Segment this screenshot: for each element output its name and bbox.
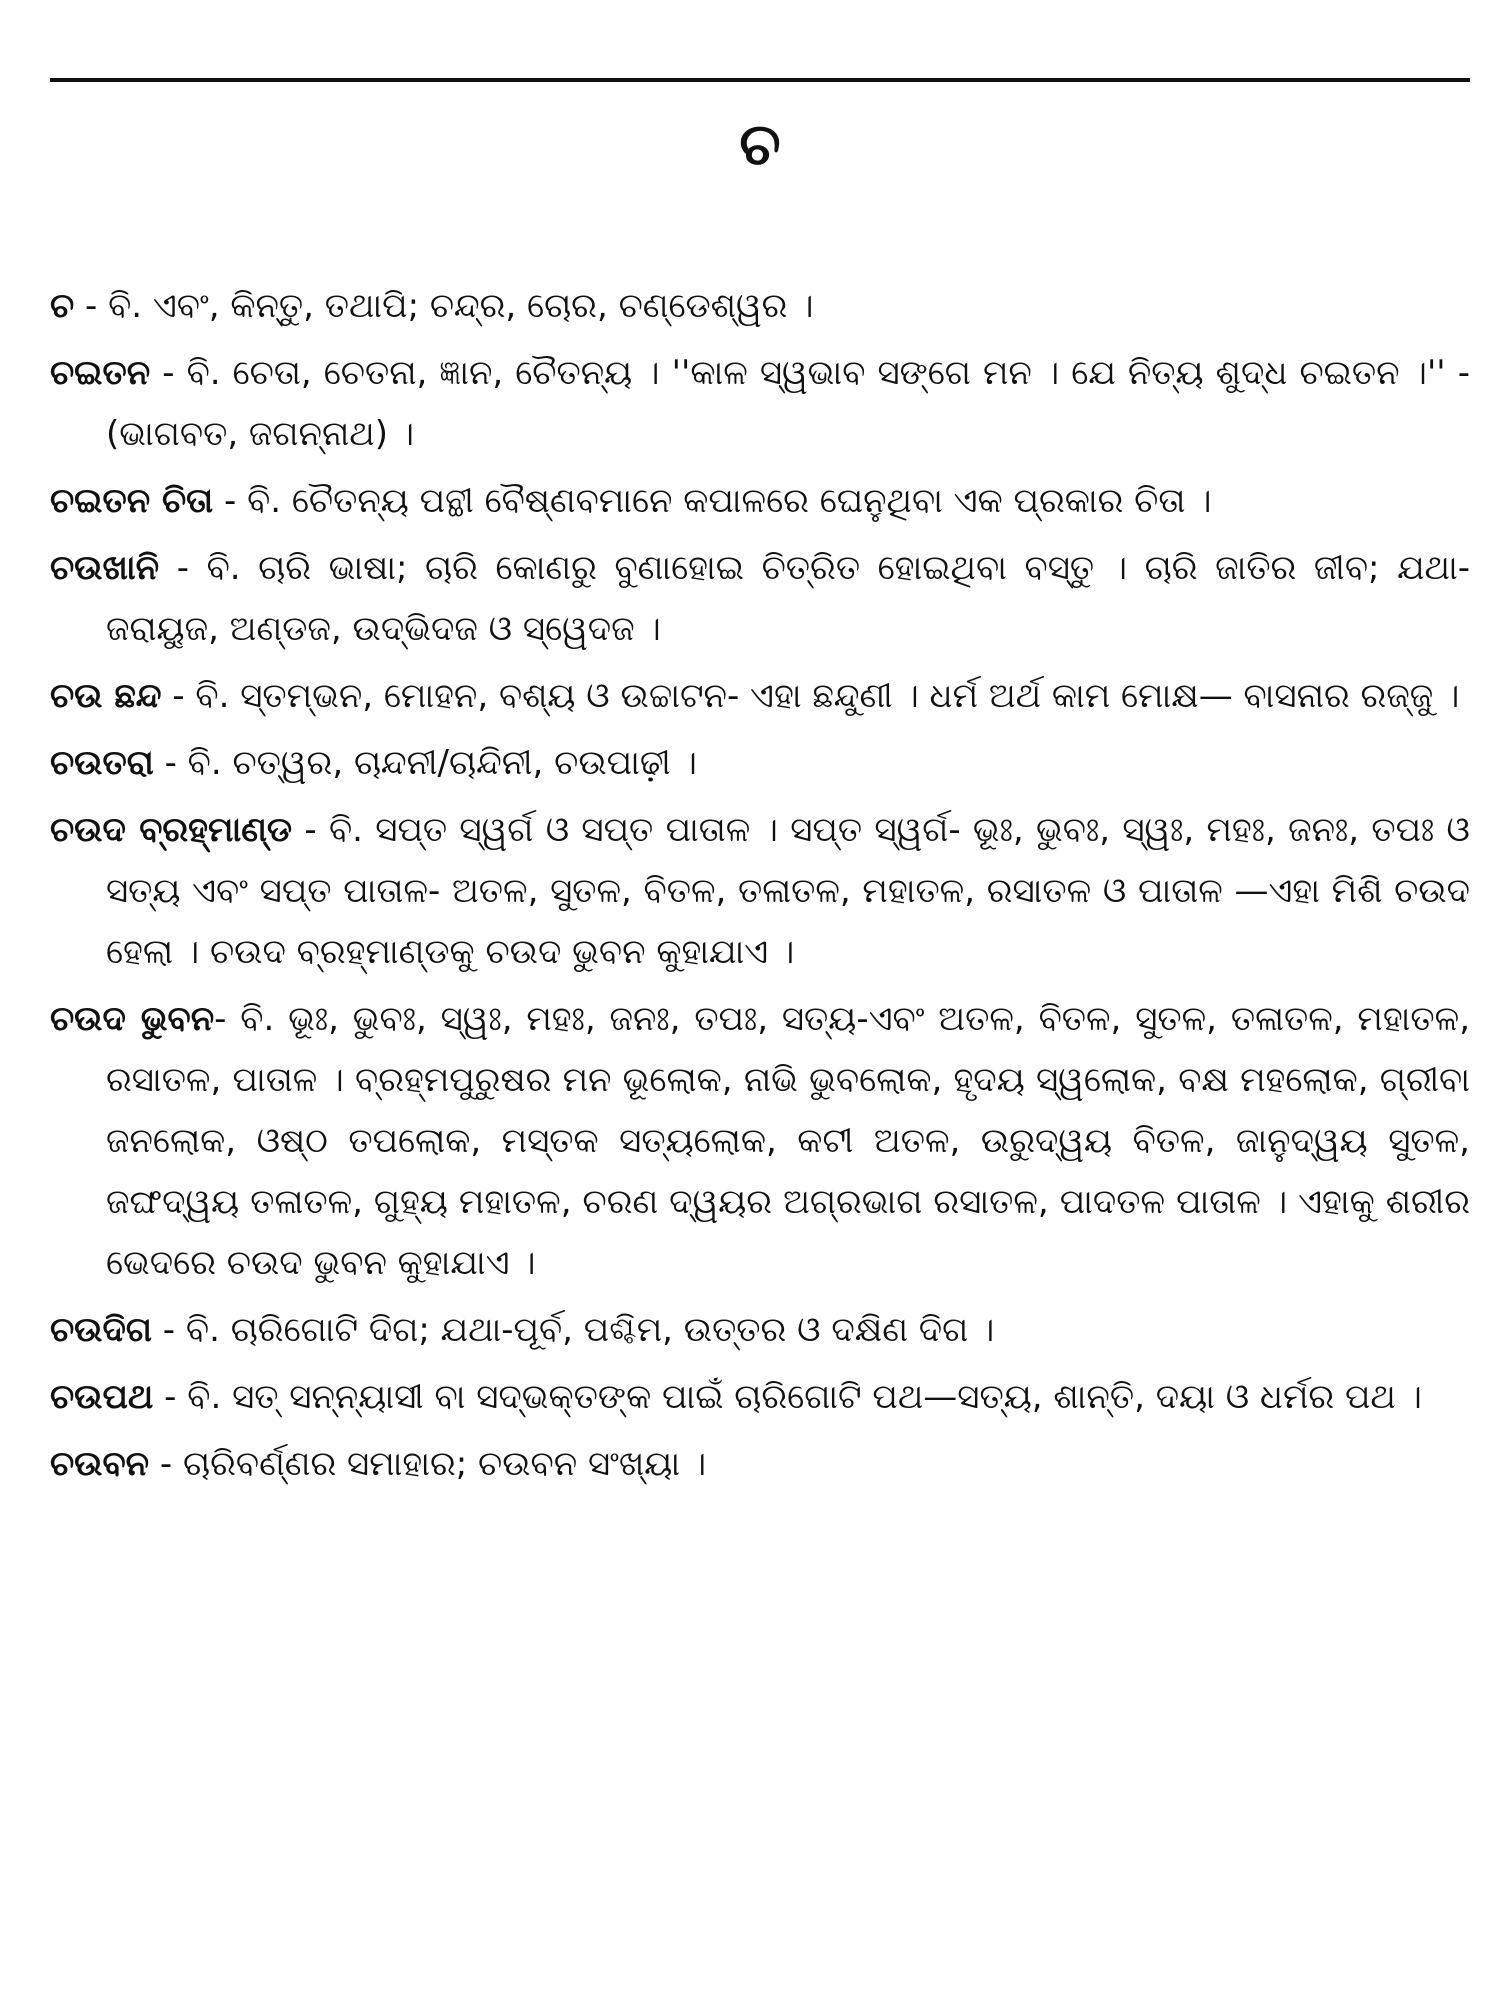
- dictionary-entry: [50, 1367, 1470, 1428]
- entry-separator: -: [161, 676, 196, 716]
- entry-headword: ଚଉଦ ଭୁବନ: [50, 999, 215, 1039]
- entry-definition: ବି. ସପ୍ତ ସ୍ୱର୍ଗ ଓ ସପ୍ତ ପାତାଳ । ସପ୍ତ ସ୍ୱର୍ଗ- ଭୂଃ, ଭୁବଃ, ସ୍ୱଃ, ମହଃ, ଜନଃ, ତପଃ ଓ ସତ୍ୟ ଏବଂ ସପ୍ତ ପାତାଳ- ଅତଳ, ସୁତଳ, ବିତଳ, ତଳାତଳ, ମହାତଳ, ରସାତଳ ଓ ପାତାଳ —ଏହା ମିଶି ଚଉଦ ହେଲା । ଚଉଦ ବ୍ରହ୍ମାଣ୍ଡକୁ ଚଉଦ ଭୁବନ କୁହାଯାଏ ।: [106, 810, 1470, 972]
- dictionary-page: [50, 0, 1470, 2000]
- entry-headword: ଚଇତନ: [50, 353, 151, 393]
- entry-separator: -: [153, 1377, 188, 1417]
- entry-list: [50, 276, 1470, 1501]
- entry-separator: -: [149, 1444, 184, 1484]
- entry-headword: ଚଉଦ ବ୍ରହ୍ମାଣ୍ଡ: [50, 810, 293, 850]
- entry-headword: ଚ: [50, 286, 75, 326]
- dictionary-entry: [50, 733, 1470, 794]
- entry-headword: ଚଉବନ: [50, 1444, 150, 1484]
- dictionary-entry: [50, 666, 1470, 727]
- entry-separator: -: [214, 999, 241, 1039]
- entry-headword: ଚଉଦିଗ: [50, 1310, 152, 1350]
- entry-headword: ଚଉପଥ: [50, 1377, 154, 1417]
- entry-separator: -: [74, 286, 109, 326]
- entry-definition: ବି. ସତ୍ ସନ୍ନ୍ୟାସୀ ବା ସଦ୍‌ଭକ୍ତଙ୍କ ପାଇଁ ଚାରିଗୋଟି ପଥ—ସତ୍ୟ, ଶାନ୍ତି, ଦୟା ଓ ଧର୍ମର ପଥ ।: [187, 1377, 1422, 1417]
- entry-separator: -: [152, 1310, 186, 1350]
- dictionary-entry: [50, 471, 1470, 532]
- section-letter: ଚ: [739, 110, 781, 178]
- dictionary-entry: [50, 276, 1470, 337]
- entry-definition: ବି. ଚତ୍ୱର, ଚାନ୍ଦନୀ/ଚାନ୍ଦିନୀ, ଚଉପାଢ଼ୀ ।: [187, 743, 697, 783]
- entry-definition: ଚାରିବର୍ଣ୍ଣର ସମାହାର; ଚଉବନ ସଂଖ୍ୟା ।: [183, 1444, 707, 1484]
- dictionary-entry: [50, 800, 1470, 983]
- dictionary-entry: [50, 1300, 1470, 1361]
- entry-definition: ବି. ଭୂଃ, ଭୁବଃ, ସ୍ୱଃ, ମହଃ, ଜନଃ, ତପଃ, ସତ୍ୟ-ଏବଂ ଅତଳ, ବିତଳ, ସୁତଳ, ତଳାତଳ, ମହାତଳ, ରସାତଳ, ପାତାଳ । ବ୍ରହ୍ମପୁରୁଷର ମନ ଭୂଲୋକ, ନାଭି ଭୁବଲୋକ, ହୃଦୟ ସ୍ୱଲୋକ, ବକ୍ଷ ମହଲୋକ, ଗ୍ରୀବା ଜନଲୋକ, ଓଷ୍ଠ ତପଲୋକ, ମସ୍ତକ ସତ୍ୟଲୋକ, କଟୀ ଅତଳ, ଉରୁଦ୍ୱୟ ବିତଳ, ଜାନୁଦ୍ୱୟ ସୁତଳ, ଜଙ୍ଘଦ୍ୱୟ ତଳାତଳ, ଗୁହ୍ୟ ମହାତଳ, ଚରଣ ଦ୍ୱୟର ଅଗ୍ରଭାଗ ରସାତଳ, ପାଦତଳ ପାତାଳ । ଏହାକୁ ଶରୀର ଭେଦରେ ଚଉଦ ଭୁବନ କୁହାଯାଏ ।: [106, 999, 1471, 1283]
- entry-separator: -: [153, 743, 188, 783]
- dictionary-entry: [50, 1434, 1470, 1495]
- entry-definition: ବି. ଚାରି ଭାଷା; ଚାରି କୋଣରୁ ବୁଣାହୋଇ ଚିତ୍ରିତ ହୋଇଥିବା ବସ୍ତୁ । ଚାରି ଜାତିର ଜୀବ; ଯଥା- ଜରାୟୁଜ, ଅଣ୍ଡଜ, ଉଦ୍ଭିଦଜ ଓ ସ୍ୱେଦଜ ।: [106, 548, 1470, 649]
- entry-headword: ଚଇତନ ଚିତା: [50, 481, 214, 521]
- entry-headword: ଚଉ ଛନ୍ଦ: [50, 676, 162, 716]
- entry-separator: -: [159, 548, 207, 588]
- dictionary-entry: [50, 538, 1470, 660]
- entry-definition: ବି. ଚୈତନ୍ୟ ପନ୍ଥୀ ବୈଷ୍ଣବମାନେ କପାଳରେ ଘେନୁଥିବା ଏକ ପ୍ରକାର ଚିତା ।: [247, 481, 1212, 521]
- top-rule: [50, 78, 1470, 82]
- dictionary-entry: [50, 989, 1470, 1294]
- entry-definition: ବି. ସ୍ତମ୍ଭନ, ମୋହନ, ବଶ୍ୟ ଓ ଉଚ୍ଚାଟନ- ଏହା ଛନ୍ଦୁଣୀ । ଧର୍ମ ଅର୍ଥ କାମ ମୋକ୍ଷ— ବାସନାର ରଜ୍ଜୁ ।: [195, 676, 1460, 716]
- entry-definition: ବି. ଚେତା, ଚେତନା, ଜ୍ଞାନ, ଚୈତନ୍ୟ । ''କାଳ ସ୍ୱଭାବ ସଙ୍ଗେ ମନ । ଯେ ନିତ୍ୟ ଶୁଦ୍ଧ ଚଇତନ ।'' -(ଭାଗବତ, ଜଗନ୍ନାଥ) ।: [106, 353, 1470, 454]
- entry-headword: ଚଉଖାନି: [50, 548, 160, 588]
- entry-definition: ବି. ଚାରିଗୋଟି ଦିଗ; ଯଥା-ପୂର୍ବ, ପଶ୍ଚିମ, ଉତ୍ତର ଓ ଦକ୍ଷିଣ ଦିଗ ।: [185, 1310, 995, 1350]
- entry-separator: -: [292, 810, 329, 850]
- entry-separator: -: [213, 481, 248, 521]
- entry-definition: ବି. ଏବଂ, କିନ୍ତୁ, ତଥାପି; ଚନ୍ଦ୍ର, ଚୋର, ଚଣ୍ଡେଶ୍ୱର ।: [108, 286, 814, 326]
- entry-separator: -: [150, 353, 187, 393]
- entry-headword: ଚଉତରା: [50, 743, 154, 783]
- dictionary-entry: [50, 343, 1470, 465]
